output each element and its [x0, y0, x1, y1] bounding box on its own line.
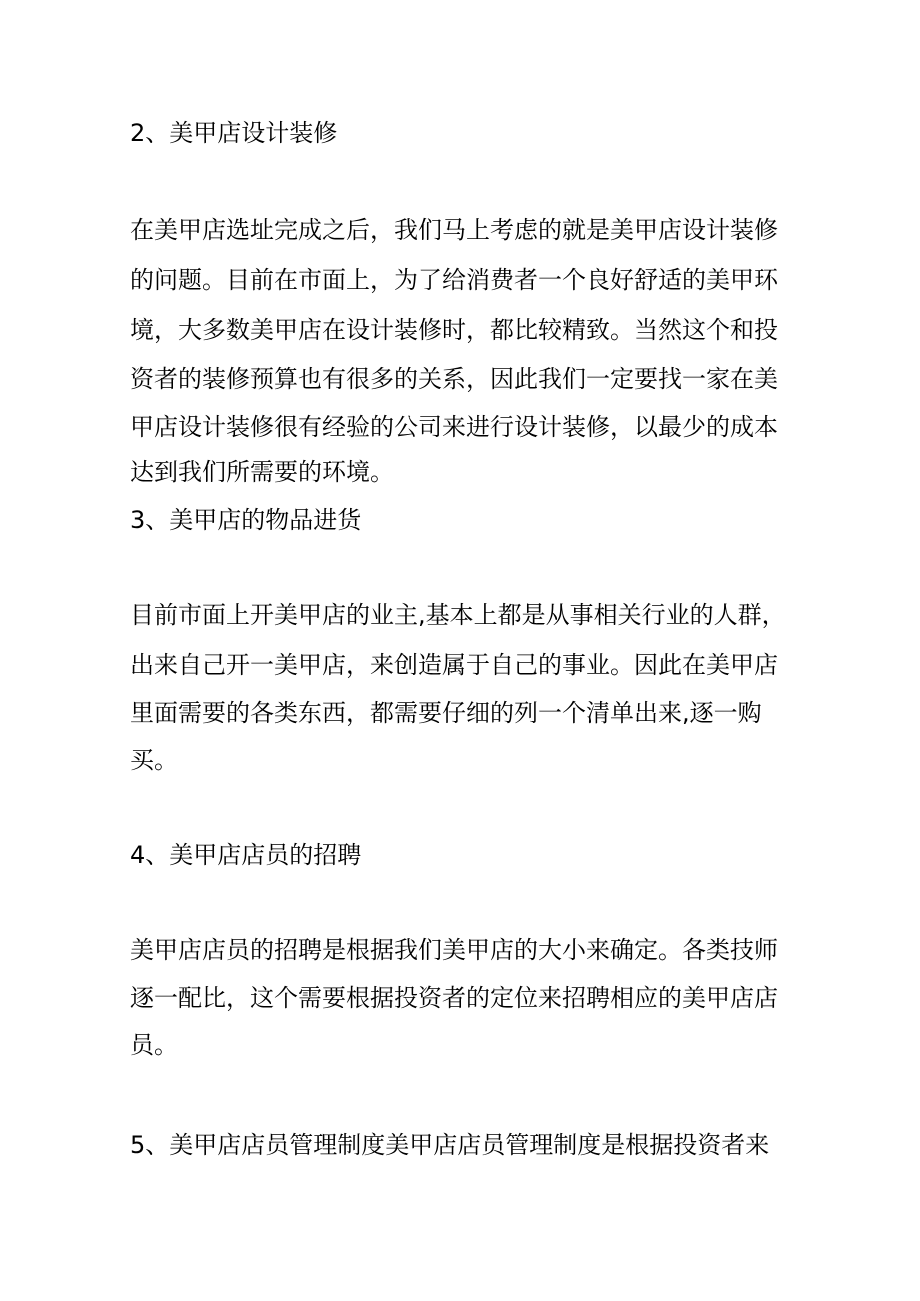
section-2-body-line: 甲店设计装修很有经验的公司来进行设计装修，以最少的成本	[130, 413, 778, 441]
section-2-body-line: 在美甲店选址完成之后，我们马上考虑的就是美甲店设计装修	[130, 216, 778, 244]
section-2-body-line: 的问题。目前在市面上，为了给消费者一个良好舒适的美甲环	[130, 266, 778, 294]
section-4-body-line: 美甲店店员的招聘是根据我们美甲店的大小来确定。各类技师	[130, 936, 778, 964]
section-3-heading: 3、美甲店的物品进货	[130, 506, 362, 534]
section-4-heading: 4、美甲店店员的招聘	[130, 841, 362, 869]
section-2-heading: 2、美甲店设计装修	[130, 119, 338, 147]
section-3-body-line: 出来自己开一美甲店，来创造属于自己的事业。因此在美甲店	[130, 651, 778, 679]
section-2-body-line: 达到我们所需要的环境。	[130, 458, 394, 486]
section-3-body-line: 目前市面上开美甲店的业主,基本上都是从事相关行业的人群，	[130, 601, 786, 629]
section-2-body-line: 境，大多数美甲店在设计装修时，都比较精致。当然这个和投	[130, 316, 778, 344]
section-2-body-line: 资者的装修预算也有很多的关系，因此我们一定要找一家在美	[130, 365, 778, 393]
section-4-body-line: 员。	[130, 1031, 178, 1059]
section-3-body-line: 买。	[130, 746, 178, 774]
section-5-heading: 5、美甲店店员管理制度美甲店店员管理制度是根据投资者来	[130, 1131, 770, 1159]
section-4-body-line: 逐一配比，这个需要根据投资者的定位来招聘相应的美甲店店	[130, 984, 778, 1012]
section-3-body-line: 里面需要的各类东西，都需要仔细的列一个清单出来,逐一购	[130, 699, 762, 727]
